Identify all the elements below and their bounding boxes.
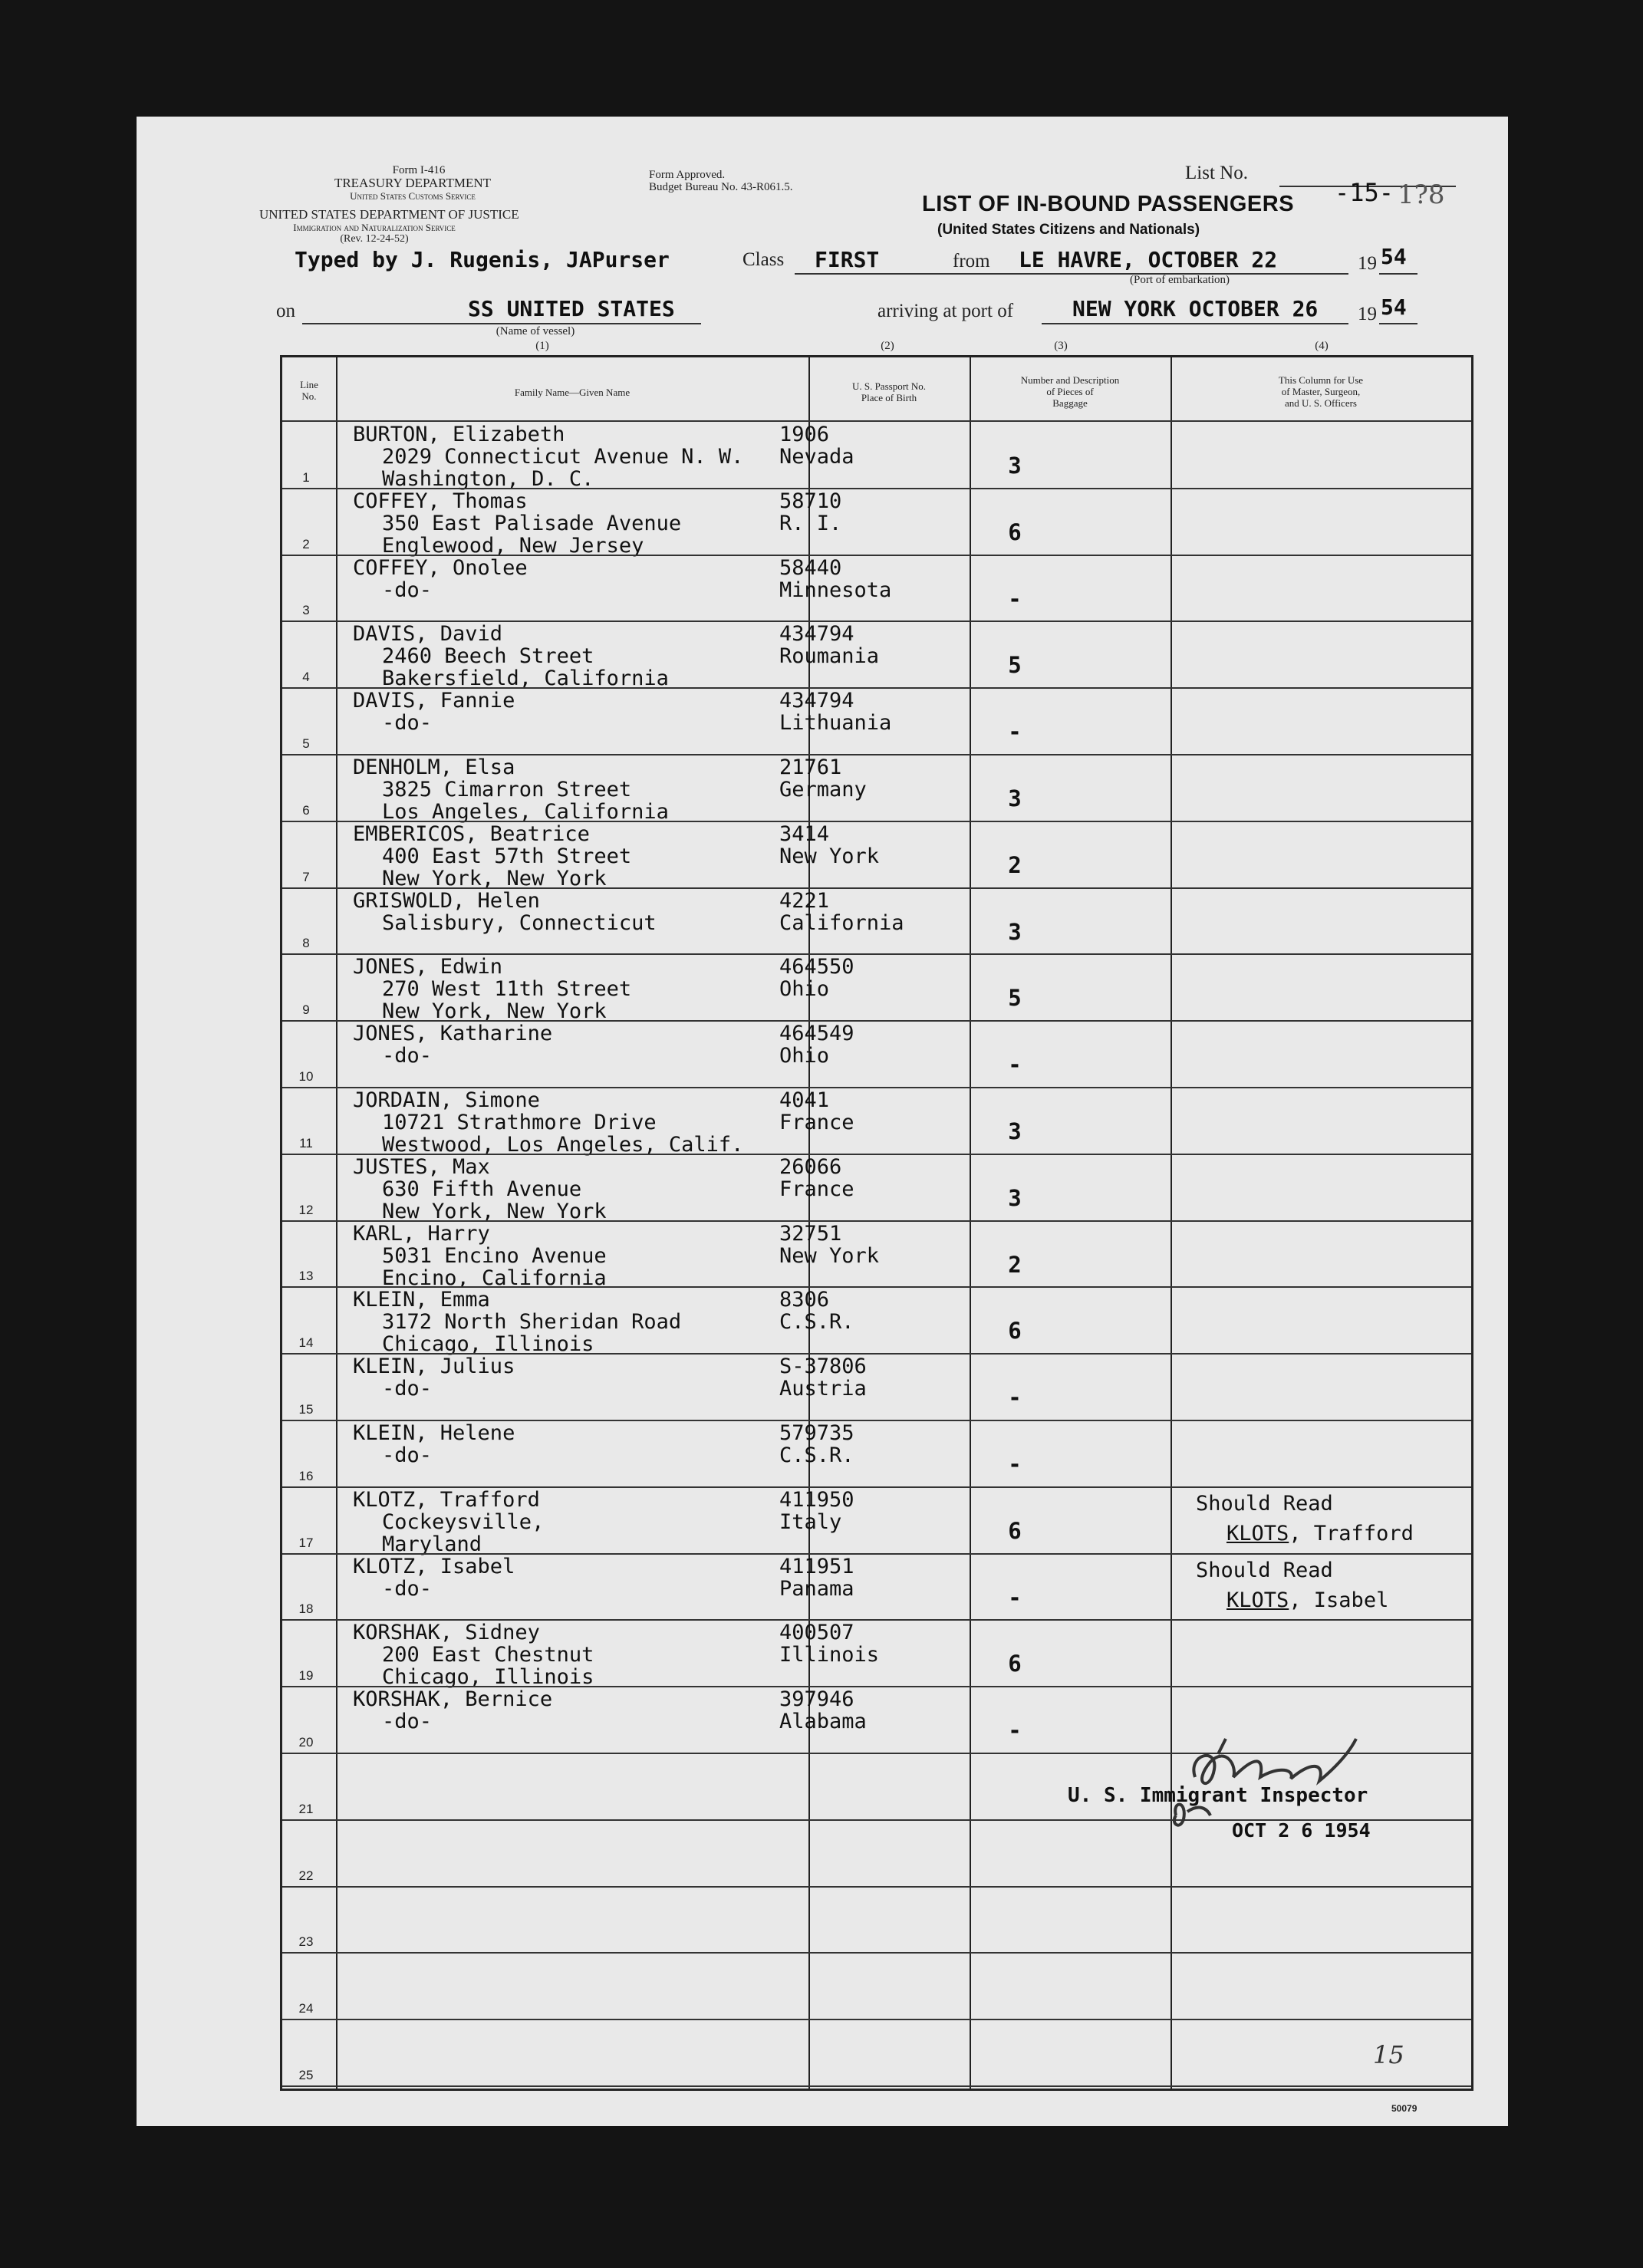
col-num-3: (3) <box>1054 340 1068 352</box>
table-row <box>282 1287 1471 1357</box>
budget-bureau: Budget Bureau No. 43-R061.5. <box>649 181 793 193</box>
inspector-label: U. S. Immigrant Inspector <box>1068 1784 1368 1807</box>
address-line-1: 400 East 57th Street <box>382 844 632 868</box>
customs-label: United States Customs Service <box>350 190 476 202</box>
passport-number: 464550 <box>779 955 854 979</box>
passport-number: 8306 <box>779 1288 830 1312</box>
line-number: 18 <box>298 1601 314 1617</box>
passport-number: 58710 <box>779 489 842 513</box>
passport-number: 397946 <box>779 1687 854 1712</box>
baggage-count: 6 <box>1008 1651 1022 1677</box>
address-line-2: Maryland <box>382 1532 482 1556</box>
page-title: LIST OF IN-BOUND PASSENGERS <box>922 192 1295 216</box>
line-number: 8 <box>302 936 310 951</box>
baggage-count: 3 <box>1008 453 1022 479</box>
passenger-name: KLEIN, Emma <box>353 1288 490 1312</box>
baggage-count: 6 <box>1008 1517 1022 1544</box>
passport-number: 4041 <box>779 1088 830 1112</box>
passport-birth <box>779 1289 854 1333</box>
place-of-birth: Germany <box>779 778 867 802</box>
class-label: Class <box>742 249 785 270</box>
table-row <box>282 1154 1471 1221</box>
form-approved: Form Approved. <box>649 169 726 181</box>
handwritten-page-count: 15 <box>1373 2040 1404 2069</box>
address-line-1: -do- <box>382 1710 433 1734</box>
address-line-2: Chicago, Illinois <box>382 1665 594 1690</box>
table-row <box>282 555 1471 622</box>
place-of-birth: Ohio <box>779 977 830 1002</box>
table-row <box>282 1354 1471 1420</box>
passenger-name-address <box>353 1089 743 1156</box>
table-row <box>282 1420 1471 1487</box>
address-line-2: Salisbury, Connecticut <box>382 910 657 935</box>
place-of-birth: Lithuania <box>779 711 892 736</box>
place-of-birth: R. I. <box>779 511 842 535</box>
table-row <box>282 821 1471 888</box>
passenger-name: KLEIN, Julius <box>353 1355 515 1379</box>
line-number: 15 <box>298 1401 314 1417</box>
on-label: on <box>276 301 295 321</box>
passport-birth <box>779 1688 867 1733</box>
embark-year: 54 <box>1381 244 1407 269</box>
passenger-name: KORSHAK, Bernice <box>353 1687 553 1712</box>
table-row <box>282 1088 1471 1157</box>
passport-number: 4221 <box>779 888 830 913</box>
place-of-birth: California <box>779 910 904 935</box>
address-line-2: Englewood, New Jersey <box>382 533 644 558</box>
passport-birth <box>779 1355 867 1400</box>
col-num-4: (4) <box>1315 340 1329 352</box>
passenger-name: JONES, Edwin <box>353 955 503 979</box>
passport-birth <box>779 423 854 468</box>
passport-birth <box>779 557 891 601</box>
table-row <box>282 1487 1471 1554</box>
table-row <box>282 2019 1471 2086</box>
address-line-1: 270 West 11th Street <box>382 977 632 1002</box>
baggage-count: - <box>1008 585 1022 612</box>
passport-number: 32751 <box>779 1221 842 1246</box>
place-of-birth: France <box>779 1177 854 1201</box>
line-number: 11 <box>299 1135 313 1150</box>
vessel-note: (Name of vessel) <box>496 325 575 337</box>
line-number: 19 <box>298 1668 314 1684</box>
passenger-name-address <box>353 1688 552 1733</box>
place-of-birth: New York <box>779 844 880 868</box>
baggage-count: 2 <box>1008 1251 1022 1278</box>
passenger-name-address <box>353 1422 515 1466</box>
passport-birth <box>779 756 867 801</box>
passenger-name-address <box>353 1489 544 1555</box>
passport-number: 411950 <box>779 1487 854 1512</box>
passenger-name: DENHOLM, Elsa <box>353 755 515 779</box>
passport-birth <box>779 823 879 867</box>
passenger-name: KLOTZ, Isabel <box>353 1554 515 1578</box>
passport-number: 26066 <box>779 1154 842 1179</box>
form-number: Form I-416 <box>392 164 446 176</box>
passenger-name-address <box>353 956 631 1022</box>
from-label: from <box>953 251 990 272</box>
col-header-line-no: Line No. <box>300 379 318 402</box>
address-line-1: 630 Fifth Avenue <box>382 1177 582 1201</box>
passport-number: 579735 <box>779 1421 854 1445</box>
arrival-port: NEW YORK OCTOBER 26 <box>1072 296 1319 321</box>
baggage-count: 2 <box>1008 851 1022 878</box>
passport-birth <box>779 1621 879 1666</box>
corrected-surname: KLOTS <box>1226 1521 1289 1545</box>
baggage-count: 6 <box>1008 1318 1022 1345</box>
justice-label: UNITED STATES DEPARTMENT OF JUSTICE <box>259 207 519 222</box>
passport-birth <box>779 1223 879 1267</box>
passenger-name: COFFEY, Thomas <box>353 489 528 513</box>
passenger-name-address <box>353 756 669 823</box>
table-row <box>282 755 1471 824</box>
passenger-name-address <box>353 1555 515 1600</box>
address-line-2: Chicago, Illinois <box>382 1332 594 1357</box>
passport-number: 3414 <box>779 821 830 846</box>
passport-number: 1906 <box>779 423 830 446</box>
remark-line-2 <box>1196 1519 1414 1549</box>
passenger-name: COFFEY, Onolee <box>353 555 528 580</box>
remark-line-1: Should Read <box>1196 1491 1333 1516</box>
passenger-name-address <box>353 490 681 557</box>
line-number: 4 <box>302 670 310 685</box>
passport-birth <box>779 956 854 1000</box>
passenger-name: DAVIS, David <box>353 622 503 647</box>
line-number: 23 <box>298 1934 314 1950</box>
table-row <box>282 1620 1471 1690</box>
arrival-year: 54 <box>1381 295 1407 320</box>
passenger-name: GRISWOLD, Helen <box>353 888 540 913</box>
line-number: 3 <box>302 603 310 618</box>
table-row <box>282 888 1471 955</box>
place-of-birth: Nevada <box>779 445 854 469</box>
table-row <box>282 954 1471 1024</box>
address-line-2: Bakersfield, California <box>382 667 669 691</box>
line-number: 14 <box>298 1335 314 1351</box>
address-line-1: 3172 North Sheridan Road <box>382 1310 682 1335</box>
address-line-1: 3825 Cimarron Street <box>382 778 632 802</box>
passenger-name-address <box>353 1022 552 1067</box>
address-line-1: 2460 Beech Street <box>382 644 594 669</box>
table-row <box>282 621 1471 691</box>
place-of-birth: Ohio <box>779 1044 830 1068</box>
line-number: 24 <box>298 2001 314 2016</box>
passenger-name: JORDAIN, Simone <box>353 1088 540 1112</box>
passenger-name-address <box>353 423 743 490</box>
remark-given-name: , Trafford <box>1289 1521 1414 1545</box>
ins-label: Immigration and Naturalization Service <box>293 222 456 233</box>
address-line-1: -do- <box>382 578 433 602</box>
remark-given-name: , Isabel <box>1289 1588 1389 1612</box>
address-line-1: -do- <box>382 1044 433 1068</box>
treasury-label: TREASURY DEPARTMENT <box>334 176 492 190</box>
line-number: 20 <box>298 1734 314 1750</box>
passenger-name-address <box>353 1156 607 1223</box>
line-number: 5 <box>302 736 310 751</box>
passport-number: 411951 <box>779 1554 854 1578</box>
table-row <box>282 1554 1471 1621</box>
passport-birth <box>779 1022 854 1067</box>
address-line-2: New York, New York <box>382 999 607 1024</box>
line-number: 25 <box>298 2067 314 2082</box>
address-line-1: -do- <box>382 1576 433 1601</box>
place-of-birth: C.S.R. <box>779 1310 854 1335</box>
address-line-1: -do- <box>382 711 433 736</box>
passenger-name-address <box>353 1355 515 1400</box>
col-num-2: (2) <box>881 340 894 352</box>
list-no-value: -15- <box>1335 178 1394 207</box>
arriving-label: arriving at port of <box>877 301 1014 321</box>
passport-number: 464549 <box>779 1022 854 1046</box>
passport-birth <box>779 890 904 934</box>
col-header-officers: This Column for Use of Master, Surgeon, and U. S. Officers <box>1278 374 1364 409</box>
manifest-sheet <box>137 117 1508 2126</box>
place-of-birth: Panama <box>779 1576 854 1601</box>
passenger-name-address <box>353 623 669 690</box>
passenger-name: KORSHAK, Sidney <box>353 1621 540 1645</box>
col-header-passport: U. S. Passport No. Place of Birth <box>851 380 927 403</box>
print-code: 50079 <box>1391 2103 1417 2114</box>
baggage-count: 3 <box>1008 918 1022 945</box>
passenger-name: JONES, Katharine <box>353 1022 553 1046</box>
line-number: 7 <box>302 869 310 884</box>
passenger-name: KARL, Harry <box>353 1221 490 1246</box>
place-of-birth: C.S.R. <box>779 1443 854 1467</box>
address-line-2: Encino, California <box>382 1266 607 1290</box>
passport-number: 21761 <box>779 755 842 779</box>
address-line-2: Washington, D. C. <box>382 467 594 491</box>
year-prefix: 19 <box>1358 253 1377 274</box>
passenger-name: BURTON, Elizabeth <box>353 423 565 446</box>
address-line-1: -do- <box>382 1443 433 1467</box>
corrected-surname: KLOTS <box>1226 1588 1289 1612</box>
passport-birth <box>779 1555 854 1600</box>
baggage-count: - <box>1008 1717 1022 1744</box>
port-embark-note: (Port of embarkation) <box>1130 274 1230 286</box>
list-no-handwritten: 1?8 <box>1398 179 1445 210</box>
address-line-2: New York, New York <box>382 866 607 890</box>
passenger-name-address <box>353 1289 681 1355</box>
address-line-1: 200 East Chestnut <box>382 1643 594 1667</box>
line-number: 10 <box>298 1068 314 1084</box>
passport-birth <box>779 623 879 667</box>
table-row <box>282 489 1471 558</box>
baggage-count: - <box>1008 1584 1022 1611</box>
passport-number: 434794 <box>779 622 854 647</box>
passport-birth <box>779 1089 854 1134</box>
address-line-1: 5031 Encino Avenue <box>382 1243 607 1268</box>
col-header-baggage: Number and Description of Pieces of Baggage <box>1020 374 1120 409</box>
year-prefix-2: 19 <box>1358 304 1377 324</box>
baggage-count: - <box>1008 1384 1022 1411</box>
passenger-name: DAVIS, Fannie <box>353 689 515 713</box>
passport-birth <box>779 690 891 734</box>
passenger-name: JUSTES, Max <box>353 1154 490 1179</box>
place-of-birth: Roumania <box>779 644 880 669</box>
passenger-name-address <box>353 557 528 601</box>
baggage-count: - <box>1008 1052 1022 1078</box>
place-of-birth: New York <box>779 1243 880 1268</box>
address-line-1: 350 East Palisade Avenue <box>382 511 682 535</box>
baggage-count: - <box>1008 1451 1022 1477</box>
place-of-birth: Alabama <box>779 1710 867 1734</box>
address-line-1: 10721 Strathmore Drive <box>382 1111 657 1134</box>
passenger-name: KLEIN, Helene <box>353 1421 515 1445</box>
place-of-birth: Austria <box>779 1377 867 1401</box>
inspector-signature <box>1103 1723 1394 1831</box>
line-number: 16 <box>298 1468 314 1483</box>
passport-birth <box>779 1489 854 1533</box>
place-of-birth: Illinois <box>779 1643 880 1667</box>
passport-birth <box>779 490 841 535</box>
remark-line-2 <box>1196 1585 1388 1615</box>
passport-number: 400507 <box>779 1621 854 1645</box>
table-row <box>282 1953 1471 2019</box>
passenger-name-address <box>353 690 515 734</box>
page-subtitle: (United States Citizens and Nationals) <box>937 222 1200 238</box>
typed-by: Typed by J. Rugenis, JAPurser <box>295 247 670 272</box>
baggage-count: 3 <box>1008 1118 1022 1144</box>
embarkation-port: LE HAVRE, OCTOBER 22 <box>1019 247 1278 272</box>
line-number: 17 <box>298 1535 314 1550</box>
passport-birth <box>779 1156 854 1200</box>
passport-number: 434794 <box>779 689 854 713</box>
officer-remark <box>1196 1555 1388 1615</box>
place-of-birth: Minnesota <box>779 578 892 602</box>
place-of-birth: France <box>779 1111 854 1134</box>
baggage-count: 5 <box>1008 985 1022 1012</box>
line-number: 13 <box>298 1269 314 1284</box>
line-number: 1 <box>302 469 310 485</box>
line-number: 6 <box>302 802 310 818</box>
list-no-label: List No. <box>1185 163 1248 183</box>
table-row <box>282 1021 1471 1088</box>
line-number: 2 <box>302 536 310 551</box>
baggage-count: 3 <box>1008 785 1022 811</box>
col-num-1: (1) <box>535 340 549 352</box>
place-of-birth: Italy <box>779 1509 842 1534</box>
address-line-2: Westwood, Los Angeles, Calif. <box>382 1133 744 1157</box>
baggage-count: 5 <box>1008 652 1022 679</box>
address-line-2: Los Angeles, California <box>382 800 669 824</box>
passenger-name-address <box>353 890 657 934</box>
line-number: 12 <box>298 1202 314 1217</box>
address-line-1: 2029 Connecticut Avenue N. W. <box>382 445 744 469</box>
address-line-2: New York, New York <box>382 1199 607 1223</box>
passport-birth <box>779 1422 854 1466</box>
table-row <box>282 1887 1471 1954</box>
table-row <box>282 1221 1471 1288</box>
passenger-name-address <box>353 1621 594 1688</box>
passenger-name-address <box>353 823 631 890</box>
line-number: 22 <box>298 1868 314 1883</box>
class-value: FIRST <box>815 247 880 272</box>
line-number: 21 <box>298 1801 314 1816</box>
table-row <box>282 688 1471 755</box>
inspection-date: OCT 2 6 1954 <box>1232 1819 1371 1842</box>
col-header-name: Family Name—Given Name <box>514 387 631 398</box>
baggage-count: 6 <box>1008 518 1022 545</box>
passenger-name: KLOTZ, Trafford <box>353 1487 540 1512</box>
table-row <box>282 422 1471 489</box>
vessel-name: SS UNITED STATES <box>468 296 675 321</box>
officer-remark <box>1196 1489 1414 1549</box>
baggage-count: - <box>1008 719 1022 746</box>
passport-number: S-37806 <box>779 1355 867 1379</box>
passenger-name: EMBERICOS, Beatrice <box>353 821 590 846</box>
remark-line-1: Should Read <box>1196 1558 1333 1582</box>
address-line-1: Cockeysville, <box>382 1509 545 1534</box>
baggage-count: 3 <box>1008 1184 1022 1211</box>
line-number: 9 <box>302 1002 310 1018</box>
revision-label: (Rev. 12-24-52) <box>340 233 409 245</box>
passenger-name-address <box>353 1223 607 1289</box>
passport-number: 58440 <box>779 555 842 580</box>
address-line-1: -do- <box>382 1377 433 1401</box>
